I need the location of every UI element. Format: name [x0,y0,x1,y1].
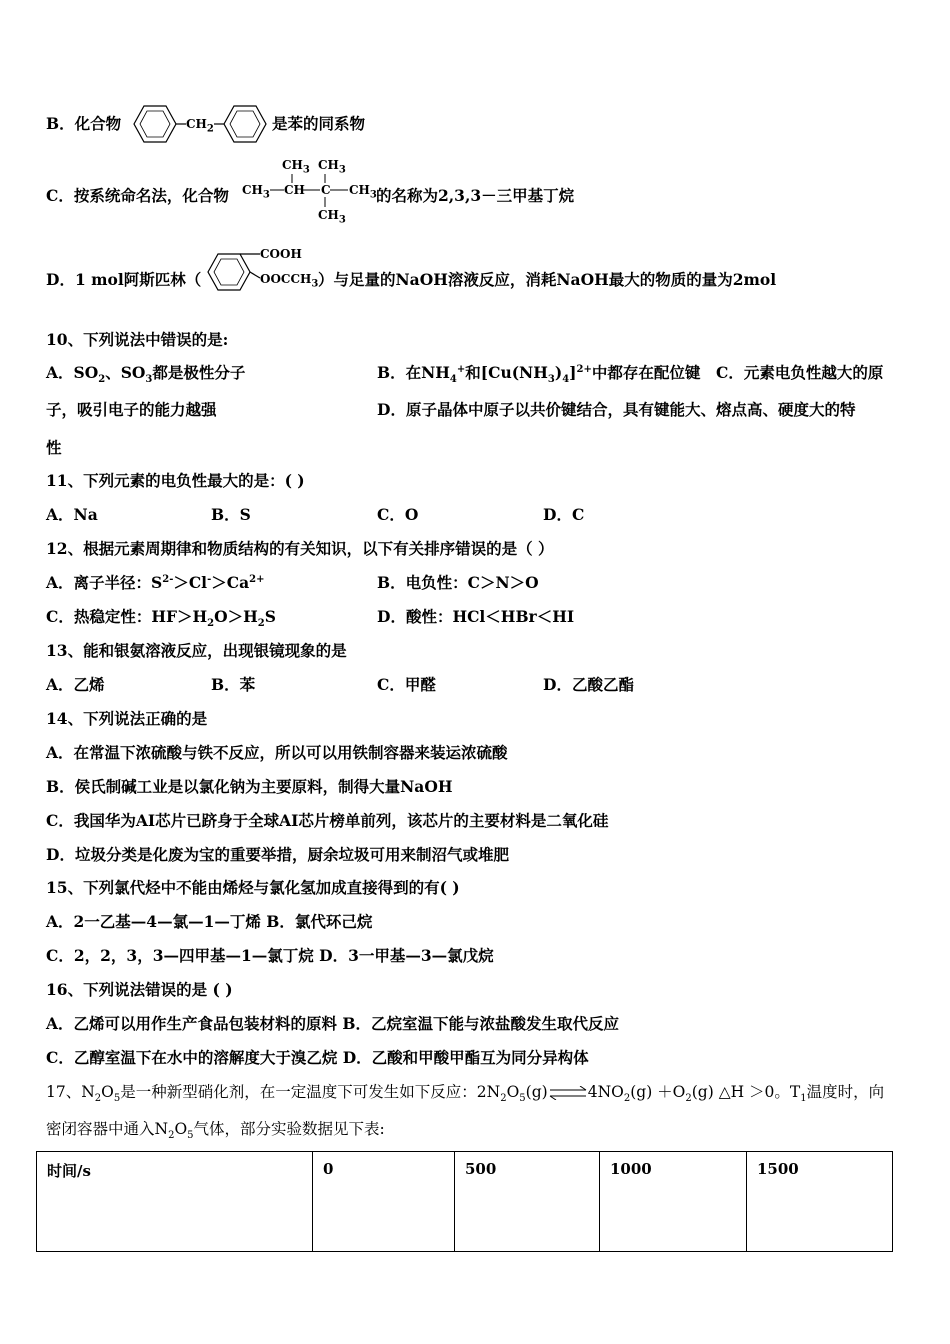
q9-option-c: C．按系统命名法，化合物 [46,186,229,205]
data-table [36,1151,893,1252]
table-header-1000: 1000 [600,1152,747,1252]
q12-option-d: D．酸性：HCl＜HBr＜HI [377,607,575,626]
ch3-bottom: $CH_3$ [318,208,346,226]
q12-option-c: C．热稳定性：$HF>H_2O>H_2S$ [46,607,276,630]
oocch3-label: $OOCCH_3$ [260,272,319,290]
equilibrium-arrow-icon [548,1086,588,1100]
table-header-time: 时间/s [37,1152,313,1252]
q14-option-d: D．垃圾分类是化废为宝的重要举措，厨余垃圾可用来制沼气或堆肥 [46,845,509,864]
q10-option-c-part1: C．元素电负性越大的原 [716,363,884,382]
ch3-left: $CH_3$ [242,183,270,201]
table-header-1500: 1500 [747,1152,893,1252]
q11-option-b: B．S [211,505,251,524]
q13-stem: 13、能和银氨溶液反应，出现银镜现象的是 [46,641,347,660]
q11-stem: 11、下列元素的电负性最大的是：( ) [46,471,305,490]
q14-option-a: A．在常温下浓硫酸与铁不反应，所以可以用铁制容器来装运浓硫酸 [46,743,508,762]
q11-option-d: D．C [543,505,585,524]
q14-option-c: C．我国华为AI芯片已跻身于全球AI芯片榜单前列，该芯片的主要材料是二氧化硅 [46,811,609,830]
table-header-0: 0 [313,1152,455,1252]
ch-center: CH [284,183,305,197]
c-center: C [321,183,331,197]
q10-option-d-part2: 性 [46,438,62,457]
q9-c-suffix: 的名称为2,3,3－三甲基丁烷 [376,186,575,205]
q9-d-suffix: ）与足量的NaOH溶液反应，消耗NaOH最大的物质的量为2mol [318,270,777,289]
q17-stem-line2: 密闭容器中通入$N_2O_5$气体，部分实验数据见下表: [46,1120,385,1142]
q12-option-a: A．离子半径：$S^{2-}>Cl^->Ca^{2+}$ [46,573,265,592]
cooh-label: COOH [260,247,302,261]
q17-stem-line1: 17、$N_2O_5$是一种新型硝化剂，在一定温度下可发生如下反应：$2N_2O_5(g)$ $4NO_2(g) +O_2(g)$ △H ＞0。$T_1$温度时，向 [46,1083,885,1105]
q10-option-c-part2: 子，吸引电子的能力越强 [46,400,217,419]
q15-options-cd: C．2，2，3，3—四甲基—1—氯丁烷 D．3一甲基—3—氯戊烷 [46,946,494,965]
q16-options-ab: A．乙烯可以用作生产食品包装材料的原料 B．乙烷室温下能与浓盐酸发生取代反应 [46,1014,620,1033]
q11-option-c: C．O [377,505,419,524]
table-row [37,1152,893,1252]
q15-options-ab: A．2一乙基—4—氯—1—丁烯 B．氯代环己烷 [46,912,373,931]
q16-stem: 16、下列说法错误的是 ( ) [46,980,233,999]
q9-b-prefix: B．化合物 [46,114,122,133]
ch3-top2: $CH_3$ [318,158,346,176]
q10-option-d-part1: D．原子晶体中原子以共价键结合，具有键能大、熔点高、硬度大的特 [377,400,856,419]
ch2-label: $CH_2$ [186,117,214,135]
ch3-top1: $CH_3$ [282,158,310,176]
q15-stem: 15、下列氯代烃中不能由烯烃与氯化氢加成直接得到的有( ) [46,878,460,897]
q9-option-d: D．1 mol阿斯匹林（ [46,270,202,289]
table-header-500: 500 [455,1152,600,1252]
q16-options-cd: C．乙醇室温下在水中的溶解度大于溴乙烷 D．乙酸和甲酸甲酯互为同分异构体 [46,1048,589,1067]
q11-option-a: A．Na [46,505,98,524]
q12-option-b: B．电负性：C＞N＞O [377,573,539,592]
q12-stem: 12、根据元素周期律和物质结构的有关知识，以下有关排序错误的是（ ） [46,539,554,558]
q13-option-b: B．苯 [211,675,256,694]
q10-stem: 10、下列说法中错误的是: [46,330,229,349]
q13-option-a: A．乙烯 [46,675,105,694]
q13-option-c: C．甲醛 [377,675,436,694]
ch3-right: $CH_3$ [349,183,377,201]
trimethylbutane-bonds [240,170,380,212]
q14-option-b: B．侯氏制碱工业是以氯化钠为主要原料，制得大量NaOH [46,777,453,796]
q9-b-suffix: 是苯的同系物 [272,114,366,133]
q10-option-b: B．在$NH_4^+$和$[Cu(NH_3)_4]^{2+}$中都存在配位键 [377,363,701,386]
q14-stem: 14、下列说法正确的是 [46,709,208,728]
q9-option-b [46,113,121,135]
q13-option-d: D．乙酸乙酯 [543,675,634,694]
q10-option-a: A．$SO_2$、$SO_3$都是极性分子 [46,363,246,386]
